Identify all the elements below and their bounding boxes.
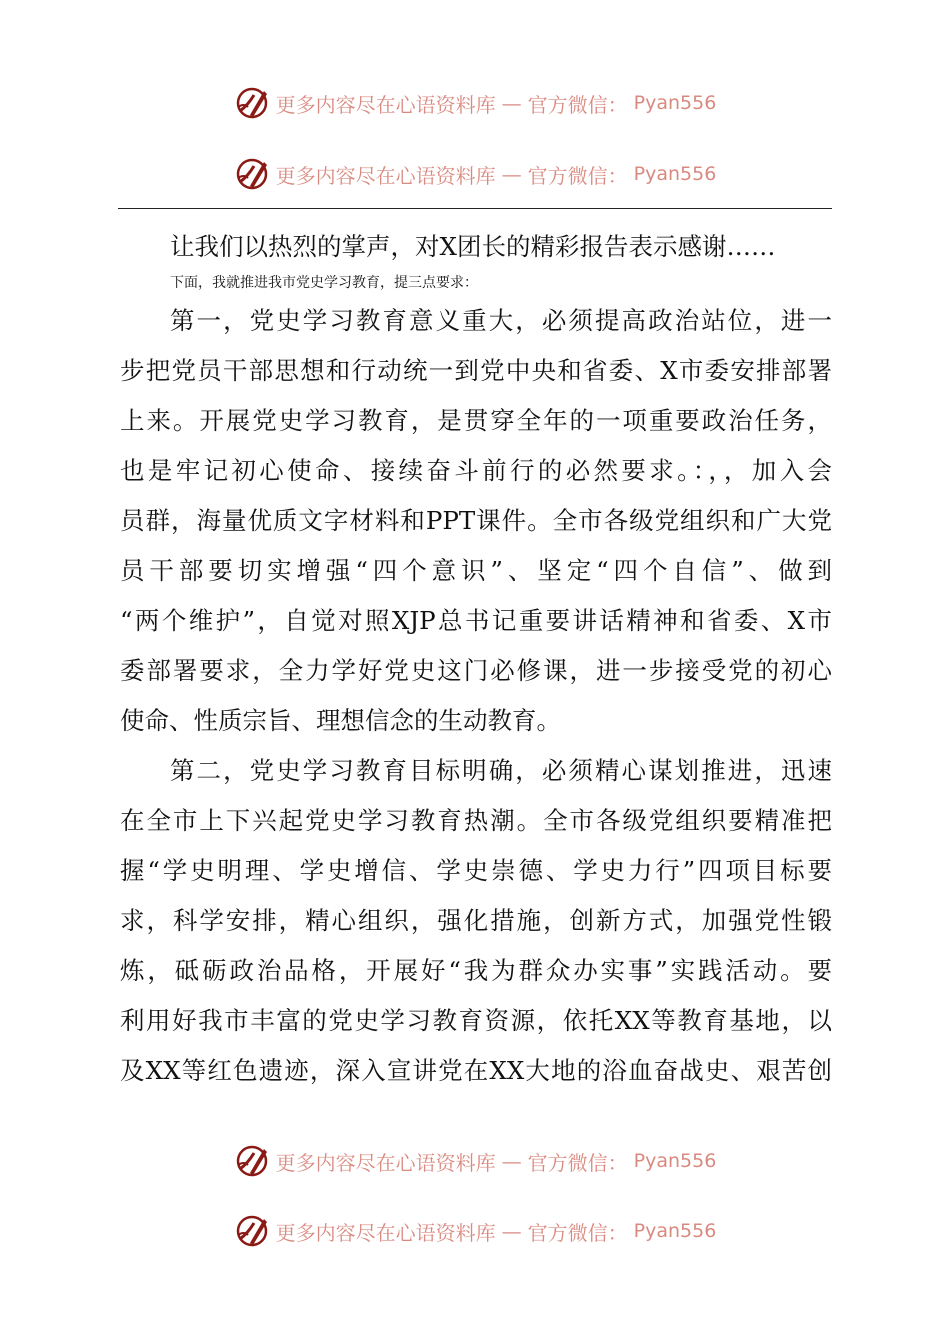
watermark-banner — [0, 152, 950, 196]
watermark-dash: — — [501, 91, 522, 115]
watermark-label: 官方微信： — [527, 163, 628, 188]
paragraph-line: 第二，党史学习教育目标明确，必须精心谋划推进，迅速 — [170, 756, 832, 785]
paragraph-line: 也是牢记初心使命、接续奋斗前行的必然要求。：，，加入会 — [120, 456, 832, 485]
watermark-id: Pyan556 — [633, 1220, 717, 1242]
paragraph-line: 员干部要切实增强“四个意识”、坚定“四个自信”、做到 — [120, 556, 832, 585]
watermark-label: 官方微信： — [527, 1150, 628, 1175]
watermark-id: Pyan556 — [633, 1150, 717, 1172]
watermark-id: Pyan556 — [633, 92, 717, 114]
watermark-label: 官方微信： — [527, 92, 628, 117]
intro-line: 让我们以热烈的掌声，对X团长的精彩报告表示感谢…… — [170, 232, 776, 261]
paragraph-line: 利用好我市丰富的党史学习教育资源，依托XX等教育基地，以 — [120, 1006, 832, 1035]
paragraph-line: 委部署要求，全力学好党史这门必修课，进一步接受党的初心 — [120, 656, 832, 685]
pen-logo-icon — [234, 156, 270, 192]
subintro-line: 下面，我就推进我市党史学习教育，提三点要求： — [170, 275, 478, 291]
paragraph-line: 握“学史明理、学史增信、学史崇德、学史力行”四项目标要 — [120, 856, 832, 885]
pen-logo-icon — [234, 85, 270, 121]
pen-logo-icon — [234, 1213, 270, 1249]
watermark-banner — [0, 1209, 950, 1253]
watermark-label: 官方微信： — [527, 1220, 628, 1245]
watermark-text: 更多内容尽在心语资料库 — [275, 1150, 496, 1175]
pen-logo-icon — [234, 1143, 270, 1179]
paragraph-line: 及XX等红色遗迹，深入宣讲党在XX大地的浴血奋战史、艰苦创 — [120, 1056, 832, 1085]
watermark-banner — [0, 1139, 950, 1183]
watermark-banner — [0, 81, 950, 125]
paragraph-line: 在全市上下兴起党史学习教育热潮。全市各级党组织要精准把 — [120, 806, 832, 835]
paragraph-line: 使命、性质宗旨、理想信念的生动教育。 — [120, 706, 561, 735]
watermark-dash: — — [501, 1219, 522, 1243]
watermark-text: 更多内容尽在心语资料库 — [275, 92, 496, 117]
watermark-dash: — — [501, 1149, 522, 1173]
paragraph-line: 步把党员干部思想和行动统一到党中央和省委、X市委安排部署 — [120, 356, 832, 385]
watermark-dash: — — [501, 162, 522, 186]
paragraph-line: 求，科学安排，精心组织，强化措施，创新方式，加强党性锻 — [120, 906, 832, 935]
paragraph-line: 员群，海量优质文字材料和PPT课件。全市各级党组织和广大党 — [120, 506, 832, 535]
paragraph-line: 上来。开展党史学习教育，是贯穿全年的一项重要政治任务， — [120, 406, 832, 435]
paragraph-line: 炼，砥砺政治品格，开展好“我为群众办实事”实践活动。要 — [120, 956, 832, 985]
paragraph-line: 第一，党史学习教育意义重大，必须提高政治站位，进一 — [170, 306, 832, 335]
watermark-text: 更多内容尽在心语资料库 — [275, 1220, 496, 1245]
watermark-id: Pyan556 — [633, 163, 717, 185]
watermark-text: 更多内容尽在心语资料库 — [275, 163, 496, 188]
paragraph-line: “两个维护”，自觉对照XJP总书记重要讲话精神和省委、X市 — [120, 606, 832, 635]
header-divider — [118, 208, 832, 209]
